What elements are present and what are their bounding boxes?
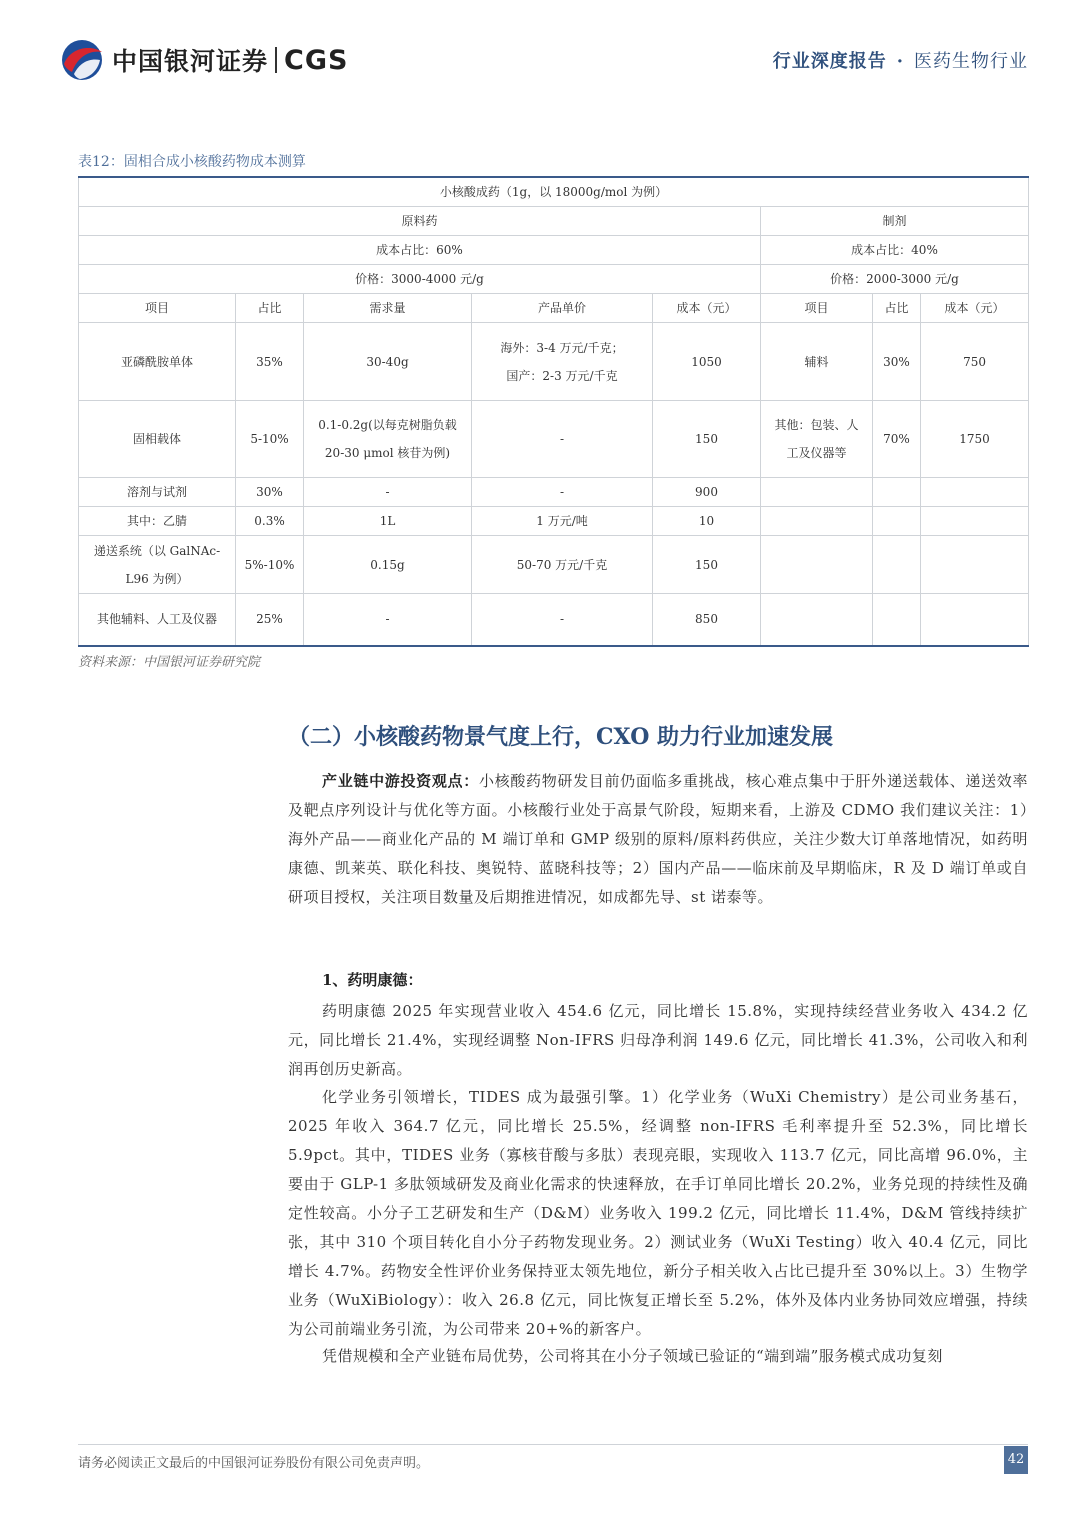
left-cost-share: 成本占比：60%: [79, 236, 761, 265]
row-item: 溶剂与试剂: [79, 478, 236, 507]
row-demand: 1L: [304, 507, 472, 536]
logo-cgs: CGS: [284, 44, 349, 76]
row-empty: [873, 507, 921, 536]
table-share-row: [79, 236, 1029, 265]
row-cost: 850: [653, 594, 761, 646]
row-price: -: [472, 478, 653, 507]
row-item: [79, 536, 236, 594]
row-r-share: 70%: [873, 401, 921, 478]
table-row: [79, 594, 1029, 646]
row-cost: 150: [653, 536, 761, 594]
page-number: 42: [1004, 1446, 1028, 1474]
row-demand: 0.15g: [304, 536, 472, 594]
row-empty: [921, 536, 1029, 594]
left-group: 原料药: [79, 207, 761, 236]
report-type: 行业深度报告: [772, 51, 887, 72]
report-tag-separator: ·: [896, 51, 904, 72]
row-empty: [761, 536, 873, 594]
row-share: 5%-10%: [236, 536, 304, 594]
table-header-row: [79, 294, 1029, 323]
row-share: 30%: [236, 478, 304, 507]
table-caption: 表12：固相合成小核酸药物成本测算: [78, 154, 306, 170]
table-price-row: [79, 265, 1029, 294]
header-cell: 占比: [236, 294, 304, 323]
table-group-row: [79, 207, 1029, 236]
row-price: 1 万元/吨: [472, 507, 653, 536]
paragraph-chemistry: 化学业务引领增长，TIDES 成为最强引擎。1）化学业务（WuXi Chemistry）是公司业务基石，2025 年收入 364.7 亿元，同比增长 25.5%，经调整 non-IFRS 毛利率提升至 52.3%，同比增长 5.9pct。其中，TIDES 业务（寡核苷酸与多肽）表现亮眼，实现收入 113.7 亿元，同比高增 96.0%，主要由于 GLP-1 多肽领域研发及商业化需求的快速释放，在手订单同比增长 20.2%，业务兑现的持续性及确定性较高。小分子工艺研发和生产（D&M）业务收入 199.2 亿元，同比增长 11.4%，D&M 管线持续扩张，其中 310 个项目转化自小分子药物发现业务。2）测试业务（WuXi Testing）收入 40.4 亿元，同比增长 4.7%。药物安全性评价业务保持亚太领先地位，新分子相关收入占比已提升至 30%以上。3）生物学业务（WuXiBiology）：收入 26.8 亿元，同比恢复正增长至 5.2%，体外及体内业务协同效应增强，持续为公司前端业务引流，为公司带来 20+%的新客户。: [288, 1088, 1028, 1338]
row-demand: -: [304, 478, 472, 507]
row-empty: [921, 507, 1029, 536]
row-empty: [761, 478, 873, 507]
row-r-item-line: 其他：包装、人: [774, 418, 859, 432]
row-empty: [921, 478, 1029, 507]
row-empty: [873, 478, 921, 507]
row-r-cost: 750: [921, 323, 1029, 401]
row-share: 5-10%: [236, 401, 304, 478]
header-cell: 需求量: [304, 294, 472, 323]
row-demand: -: [304, 594, 472, 646]
table-source: 资料来源：中国银河证券研究院: [78, 655, 261, 670]
section-heading: （二）小核酸药物景气度上行，CXO 助力行业加速发展: [288, 724, 834, 750]
row-demand: 30-40g: [304, 323, 472, 401]
row-empty: [921, 594, 1029, 646]
header-cell: 成本（元）: [653, 294, 761, 323]
row-empty: [761, 594, 873, 646]
row-empty: [761, 507, 873, 536]
row-r-item-line: 工及仪器等: [786, 446, 847, 460]
row-price-line: 海外：3-4 万元/千克；: [500, 340, 624, 355]
row-item: 其中：乙腈: [79, 507, 236, 536]
right-price: 价格：2000-3000 元/g: [761, 265, 1029, 294]
row-cost: 1050: [653, 323, 761, 401]
table-row: [79, 323, 1029, 401]
paragraph-investment-view: [288, 767, 1028, 912]
left-price: 价格：3000-4000 元/g: [79, 265, 761, 294]
row-r-item: [761, 401, 873, 478]
paragraph-end-to-end: 凭借规模和全产业链布局优势，公司将其在小分子领域已验证的“端到端”服务模式成功复刻: [322, 1347, 943, 1365]
header-cell: 项目: [79, 294, 236, 323]
row-item: 亚磷酰胺单体: [79, 323, 236, 401]
row-demand: [304, 401, 472, 478]
row-share: 25%: [236, 594, 304, 646]
paragraph-text: 小核酸药物研发目前仍面临多重挑战，核心难点集中于肝外递送载体、递送效率及靶点序列设计与优化等方面。小核酸行业处于高景气阶段，短期来看，上游及 CDMO 我们建议关注：1）海外产品——商业化产品的 M 端订单和 GMP 级别的原料/原料药供应，关注少数大订单落地情况，如药明康德、凯莱英、联化科技、奥锐特、蓝晓科技等；2）国内产品——临床前及早期临床，R 及 D 端订单或自研项目授权，关注项目数量及后期推进情况，如成都先导、st 诺泰等。: [288, 772, 1028, 906]
row-r-item: 辅料: [761, 323, 873, 401]
header-cell: 项目: [761, 294, 873, 323]
page-header: [0, 0, 1080, 100]
paragraph-revenue: 药明康德 2025 年实现营业收入 454.6 亿元，同比增长 15.8%，实现持续经营业务收入 434.2 亿元，同比增长 21.4%，实现经调整 Non-IFRS 归母净利润 149.6 亿元，同比增长 41.3%，公司收入和利润再创历史新高。: [288, 1002, 1028, 1078]
table-row: [79, 507, 1029, 536]
sub-heading: 1、药明康德：: [322, 971, 423, 989]
row-empty: [873, 536, 921, 594]
row-price-line: 国产：2-3 万元/千克: [506, 368, 618, 383]
right-cost-share: 成本占比：40%: [761, 236, 1029, 265]
report-tag: [773, 47, 1028, 73]
table-row: [79, 401, 1029, 478]
header-cell: 占比: [873, 294, 921, 323]
footer-divider: [78, 1444, 1028, 1445]
row-r-cost: 1750: [921, 401, 1029, 478]
row-price: -: [472, 401, 653, 478]
row-cost: 10: [653, 507, 761, 536]
table-title: 小核酸成药（1g，以 18000g/mol 为例）: [79, 177, 1029, 207]
report-industry: 医药生物行业: [914, 51, 1028, 72]
row-price: 50-70 万元/千克: [472, 536, 653, 594]
row-item-line: L96 为例）: [125, 571, 189, 586]
table-row: [79, 478, 1029, 507]
row-price: [472, 323, 653, 401]
row-demand-line: 20-30 μmol 核苷为例): [324, 446, 451, 460]
row-item-line: 递送系统（以 GalNAc-: [93, 543, 221, 558]
logo-separator: [275, 47, 277, 73]
table-title-row: [79, 177, 1029, 207]
table-row: [79, 536, 1029, 594]
row-share: 35%: [236, 323, 304, 401]
row-item: 固相载体: [79, 401, 236, 478]
cost-table: [78, 176, 1029, 647]
footer-disclaimer: 请务必阅读正文最后的中国银河证券股份有限公司免责声明。: [78, 1456, 430, 1471]
row-empty: [873, 594, 921, 646]
row-demand-line: 0.1-0.2g(以每克树脂负载: [318, 418, 457, 432]
right-group: 制剂: [761, 207, 1029, 236]
row-item: 其他辅料、人工及仪器: [79, 594, 236, 646]
logo-text: 中国银河证券: [112, 47, 269, 76]
paragraph-bold-lead: 产业链中游投资观点：: [322, 772, 479, 790]
header-cell: 成本（元）: [921, 294, 1029, 323]
row-cost: 900: [653, 478, 761, 507]
row-cost: 150: [653, 401, 761, 478]
row-price: -: [472, 594, 653, 646]
row-r-share: 30%: [873, 323, 921, 401]
galaxy-logo-icon: [60, 38, 104, 82]
header-cell: 产品单价: [472, 294, 653, 323]
row-share: 0.3%: [236, 507, 304, 536]
company-logo: [60, 38, 348, 82]
